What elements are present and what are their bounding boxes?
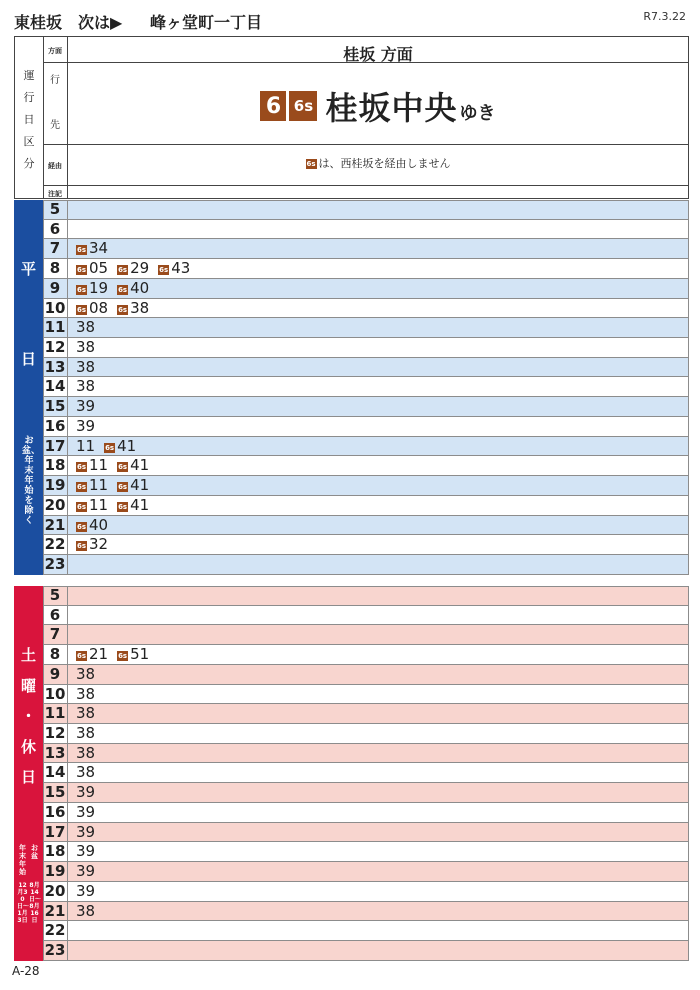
departure bbox=[76, 724, 95, 742]
hour-label: 20 bbox=[43, 882, 68, 901]
departure bbox=[76, 665, 95, 683]
hour-label: 7 bbox=[43, 239, 68, 258]
route-6s-mini-badge: 6s bbox=[76, 483, 87, 492]
departure-minutes bbox=[76, 476, 158, 495]
departure bbox=[76, 358, 95, 376]
departure bbox=[76, 862, 95, 880]
departure bbox=[76, 239, 108, 257]
hour-row bbox=[43, 625, 689, 645]
destination-row bbox=[68, 81, 688, 131]
hour-label: 8 bbox=[43, 259, 68, 278]
hour-row bbox=[43, 902, 689, 922]
departure-minute: 34 bbox=[89, 239, 109, 258]
hour-label: 13 bbox=[43, 744, 68, 763]
notes-field-label: 注記 bbox=[48, 190, 62, 198]
departure bbox=[76, 645, 108, 663]
weekend-label-char: 土 bbox=[20, 646, 36, 664]
departure-minute: 32 bbox=[89, 535, 109, 554]
departure bbox=[117, 456, 149, 474]
hour-label: 10 bbox=[43, 685, 68, 704]
departure-minutes bbox=[76, 902, 104, 921]
route-variant-mini-badge: 6s bbox=[306, 160, 316, 168]
departure-minutes bbox=[76, 318, 104, 337]
hour-label: 12 bbox=[43, 338, 68, 357]
departure-minutes bbox=[76, 358, 104, 377]
weekday-side-label bbox=[14, 200, 43, 575]
hour-row bbox=[43, 862, 689, 882]
departure bbox=[158, 259, 190, 277]
departure-minutes bbox=[76, 437, 145, 456]
stop-name: 東桂坂 bbox=[14, 13, 63, 32]
direction-title: 桂坂 方面 bbox=[343, 45, 413, 64]
hour-row bbox=[43, 259, 689, 279]
departure-minutes bbox=[76, 823, 104, 842]
departure-minutes bbox=[76, 496, 158, 515]
hour-label: 6 bbox=[43, 606, 68, 625]
departure-minute: 51 bbox=[130, 645, 150, 664]
hour-row bbox=[43, 476, 689, 496]
service-days-label: 運行日区分 bbox=[23, 69, 35, 170]
departure-minute: 11 bbox=[89, 476, 109, 495]
hour-row bbox=[43, 783, 689, 803]
departure bbox=[76, 437, 95, 455]
hour-label: 15 bbox=[43, 397, 68, 416]
departure-minute: 38 bbox=[130, 298, 150, 317]
hour-label: 23 bbox=[43, 941, 68, 960]
departure bbox=[76, 783, 95, 801]
departure-minute: 41 bbox=[117, 436, 137, 455]
departure-minute: 38 bbox=[76, 338, 96, 357]
hour-row bbox=[43, 724, 689, 744]
hour-row bbox=[43, 456, 689, 476]
departure bbox=[76, 496, 108, 514]
weekend-label-char: 曜 bbox=[20, 677, 36, 695]
departure bbox=[117, 279, 149, 297]
departure-minutes bbox=[76, 724, 104, 743]
departure bbox=[117, 259, 149, 277]
hour-label: 22 bbox=[43, 535, 68, 554]
hour-label: 18 bbox=[43, 456, 68, 475]
departure-minute: 11 bbox=[89, 495, 109, 514]
hour-row bbox=[43, 377, 689, 397]
departure-minute: 11 bbox=[89, 456, 109, 475]
departure bbox=[104, 437, 136, 455]
weekend-timetable bbox=[14, 586, 689, 961]
departure bbox=[117, 496, 149, 514]
route-6s-mini-badge: 6s bbox=[118, 502, 128, 511]
next-stop-name: 峰ヶ堂町一丁目 bbox=[150, 13, 263, 32]
departure-minute: 39 bbox=[76, 397, 96, 416]
hour-label: 14 bbox=[43, 377, 68, 396]
departure-minute: 39 bbox=[76, 822, 96, 841]
departure bbox=[76, 823, 95, 841]
hour-row bbox=[43, 279, 689, 299]
hour-row bbox=[43, 763, 689, 783]
hour-row bbox=[43, 338, 689, 358]
hour-row bbox=[43, 239, 689, 259]
route-6s-mini-badge: 6s bbox=[118, 483, 128, 492]
departure-minute: 41 bbox=[130, 456, 150, 475]
hour-label: 21 bbox=[43, 902, 68, 921]
departure-minutes bbox=[76, 882, 104, 901]
route-6s-mini-badge: 6s bbox=[76, 542, 87, 551]
hour-row bbox=[43, 299, 689, 319]
route-6s-mini-badge: 6s bbox=[76, 266, 87, 275]
hour-row bbox=[43, 606, 689, 626]
departure-minute: 38 bbox=[76, 684, 96, 703]
departure-minutes bbox=[76, 803, 104, 822]
hour-label: 16 bbox=[43, 417, 68, 436]
hour-row bbox=[43, 586, 689, 606]
departure-minutes bbox=[76, 744, 104, 763]
hour-row bbox=[43, 358, 689, 378]
via-note-row bbox=[68, 155, 688, 171]
route-6s-mini-badge: 6s bbox=[118, 285, 128, 294]
route-6s-mini-badge: 6s bbox=[118, 305, 128, 314]
route-6s-mini-badge: 6s bbox=[76, 246, 87, 255]
departure bbox=[76, 842, 95, 860]
departure bbox=[117, 476, 149, 494]
hour-label: 10 bbox=[43, 299, 68, 318]
departure-minute: 38 bbox=[76, 763, 96, 782]
departure-minute: 38 bbox=[76, 704, 96, 723]
route-6s-mini-badge: 6s bbox=[76, 502, 87, 511]
weekday-label-char: 日 bbox=[20, 350, 36, 368]
departure bbox=[76, 476, 108, 494]
hour-label: 17 bbox=[43, 823, 68, 842]
departure-minutes bbox=[76, 862, 104, 881]
route-number-badge: 6 bbox=[260, 91, 286, 121]
hour-row bbox=[43, 645, 689, 665]
departure-minute: 38 bbox=[76, 724, 96, 743]
route-6s-mini-badge: 6s bbox=[118, 652, 128, 661]
hour-row bbox=[43, 437, 689, 457]
departure-minutes bbox=[76, 397, 104, 416]
departure bbox=[76, 763, 95, 781]
route-6s-mini-badge: 6s bbox=[76, 652, 87, 661]
departure-minute: 43 bbox=[171, 259, 191, 278]
departure-minute: 38 bbox=[76, 743, 96, 762]
route-6s-mini-badge: 6s bbox=[105, 443, 115, 452]
departure-minute: 41 bbox=[130, 476, 150, 495]
departure bbox=[76, 417, 95, 435]
weekend-note-obon: お盆 bbox=[31, 844, 38, 860]
hour-row bbox=[43, 842, 689, 862]
departure-minutes bbox=[76, 842, 104, 861]
hour-label: 19 bbox=[43, 862, 68, 881]
departure-minutes bbox=[76, 535, 117, 554]
hour-row bbox=[43, 823, 689, 843]
timetable-header bbox=[14, 36, 689, 199]
departure-minute: 11 bbox=[76, 436, 96, 455]
hour-label: 8 bbox=[43, 645, 68, 664]
departure bbox=[76, 882, 95, 900]
departure-minute: 19 bbox=[89, 278, 109, 297]
departure-minutes bbox=[76, 516, 117, 535]
route-6s-mini-badge: 6s bbox=[118, 463, 128, 472]
hour-row bbox=[43, 882, 689, 902]
departure-minutes bbox=[76, 704, 104, 723]
route-variant-badge: 6s bbox=[289, 91, 317, 121]
route-6s-mini-badge: 6s bbox=[76, 463, 87, 472]
weekend-label-char: 休 bbox=[20, 738, 36, 756]
weekday-exception-note: お盆、年末年始を除く bbox=[22, 436, 41, 526]
weekend-note-obon-dates: 8月14日〜8月16日 bbox=[29, 882, 42, 924]
destination-field-label-2: 先 bbox=[50, 120, 60, 131]
hour-row bbox=[43, 704, 689, 724]
departure bbox=[117, 299, 149, 317]
next-stop-label: 次は▶ bbox=[78, 13, 123, 32]
page-number: A-28 bbox=[12, 964, 40, 978]
departure bbox=[76, 516, 108, 534]
hour-row bbox=[43, 417, 689, 437]
weekend-note-year-end-dates: 12月30日〜1月3日 bbox=[17, 882, 30, 924]
via-note-text: は、西桂坂を経由しません bbox=[318, 157, 451, 170]
header-divider bbox=[43, 144, 688, 145]
direction-field-label: 方面 bbox=[48, 47, 62, 55]
hour-label: 5 bbox=[43, 200, 68, 219]
departure-minutes bbox=[76, 645, 158, 664]
departure bbox=[76, 397, 95, 415]
departure-minute: 39 bbox=[76, 416, 96, 435]
departure-minute: 38 bbox=[76, 664, 96, 683]
route-6s-mini-badge: 6s bbox=[118, 266, 128, 275]
hour-label: 9 bbox=[43, 279, 68, 298]
hour-label: 7 bbox=[43, 625, 68, 644]
departure bbox=[76, 803, 95, 821]
departure bbox=[76, 259, 108, 277]
departure bbox=[76, 377, 95, 395]
destination-name: 桂坂中央 bbox=[325, 89, 458, 127]
departure-minute: 38 bbox=[76, 901, 96, 920]
departure-minutes bbox=[76, 299, 158, 318]
route-6s-mini-badge: 6s bbox=[76, 522, 87, 531]
hour-label: 14 bbox=[43, 763, 68, 782]
weekend-label-char: 日 bbox=[20, 768, 36, 786]
departure bbox=[76, 744, 95, 762]
hour-label: 12 bbox=[43, 724, 68, 743]
weekend-label-char: ・ bbox=[20, 707, 36, 725]
hour-label: 6 bbox=[43, 220, 68, 239]
departure-minute: 40 bbox=[130, 278, 150, 297]
route-6s-mini-badge: 6s bbox=[76, 305, 87, 314]
departure-minute: 38 bbox=[76, 357, 96, 376]
hour-label: 23 bbox=[43, 555, 68, 574]
hour-label: 19 bbox=[43, 476, 68, 495]
route-6s-mini-badge: 6s bbox=[159, 266, 169, 275]
departure-minutes bbox=[76, 665, 104, 684]
hour-label: 11 bbox=[43, 704, 68, 723]
departure-minute: 29 bbox=[130, 259, 150, 278]
hour-row bbox=[43, 200, 689, 220]
departure-minute: 08 bbox=[89, 298, 109, 317]
hour-row bbox=[43, 496, 689, 516]
departure-minutes bbox=[76, 417, 104, 436]
hour-row bbox=[43, 397, 689, 417]
departure-minutes bbox=[76, 377, 104, 396]
hour-label: 17 bbox=[43, 437, 68, 456]
hour-row bbox=[43, 941, 689, 961]
departure-minute: 38 bbox=[76, 377, 96, 396]
departure-minutes bbox=[76, 685, 104, 704]
departure-minutes bbox=[76, 783, 104, 802]
hour-label: 9 bbox=[43, 665, 68, 684]
route-6s-mini-badge: 6s bbox=[76, 285, 87, 294]
departure-minute: 39 bbox=[76, 842, 96, 861]
hour-row bbox=[43, 685, 689, 705]
hour-row bbox=[43, 744, 689, 764]
departure bbox=[76, 535, 108, 553]
departure-minute: 39 bbox=[76, 862, 96, 881]
departure bbox=[76, 338, 95, 356]
departure bbox=[76, 704, 95, 722]
header-divider bbox=[43, 185, 688, 186]
departure-minute: 38 bbox=[76, 318, 96, 337]
departure bbox=[76, 318, 95, 336]
departure bbox=[76, 456, 108, 474]
hour-row bbox=[43, 535, 689, 555]
weekday-timetable bbox=[14, 200, 689, 575]
via-field-label: 経由 bbox=[48, 162, 62, 170]
departure bbox=[76, 299, 108, 317]
departure bbox=[76, 902, 95, 920]
departure-minutes bbox=[76, 239, 117, 258]
hour-row bbox=[43, 921, 689, 941]
departure bbox=[76, 279, 108, 297]
departure-minute: 39 bbox=[76, 783, 96, 802]
hour-label: 11 bbox=[43, 318, 68, 337]
weekend-side-label bbox=[14, 586, 43, 961]
destination-field-label-1: 行 bbox=[50, 75, 60, 86]
top-line bbox=[14, 8, 686, 36]
hour-row bbox=[43, 555, 689, 575]
hour-row bbox=[43, 516, 689, 536]
hour-row bbox=[43, 220, 689, 240]
departure bbox=[76, 685, 95, 703]
departure bbox=[117, 645, 149, 663]
hour-row bbox=[43, 318, 689, 338]
departure-minute: 05 bbox=[89, 259, 109, 278]
hour-label: 22 bbox=[43, 921, 68, 940]
hour-label: 15 bbox=[43, 783, 68, 802]
hour-label: 16 bbox=[43, 803, 68, 822]
departure-minutes bbox=[76, 338, 104, 357]
departure-minutes bbox=[76, 259, 199, 278]
hour-label: 5 bbox=[43, 586, 68, 605]
hour-label: 20 bbox=[43, 496, 68, 515]
departure-minute: 39 bbox=[76, 802, 96, 821]
weekday-label-char: 平 bbox=[20, 260, 36, 278]
departure-minute: 41 bbox=[130, 495, 150, 514]
revision-date: R7.3.22 bbox=[643, 10, 686, 23]
hour-label: 13 bbox=[43, 358, 68, 377]
hour-label: 21 bbox=[43, 516, 68, 535]
hour-row bbox=[43, 665, 689, 685]
departure-minutes bbox=[76, 279, 158, 298]
destination-suffix: ゆき bbox=[459, 103, 496, 124]
departure-minutes bbox=[76, 456, 158, 475]
hour-label: 18 bbox=[43, 842, 68, 861]
departure-minutes bbox=[76, 763, 104, 782]
departure-minute: 21 bbox=[89, 645, 109, 664]
weekend-note-year-end: 年末年始 bbox=[19, 844, 26, 876]
departure-minute: 39 bbox=[76, 881, 96, 900]
departure-minute: 40 bbox=[89, 515, 109, 534]
hour-row bbox=[43, 803, 689, 823]
